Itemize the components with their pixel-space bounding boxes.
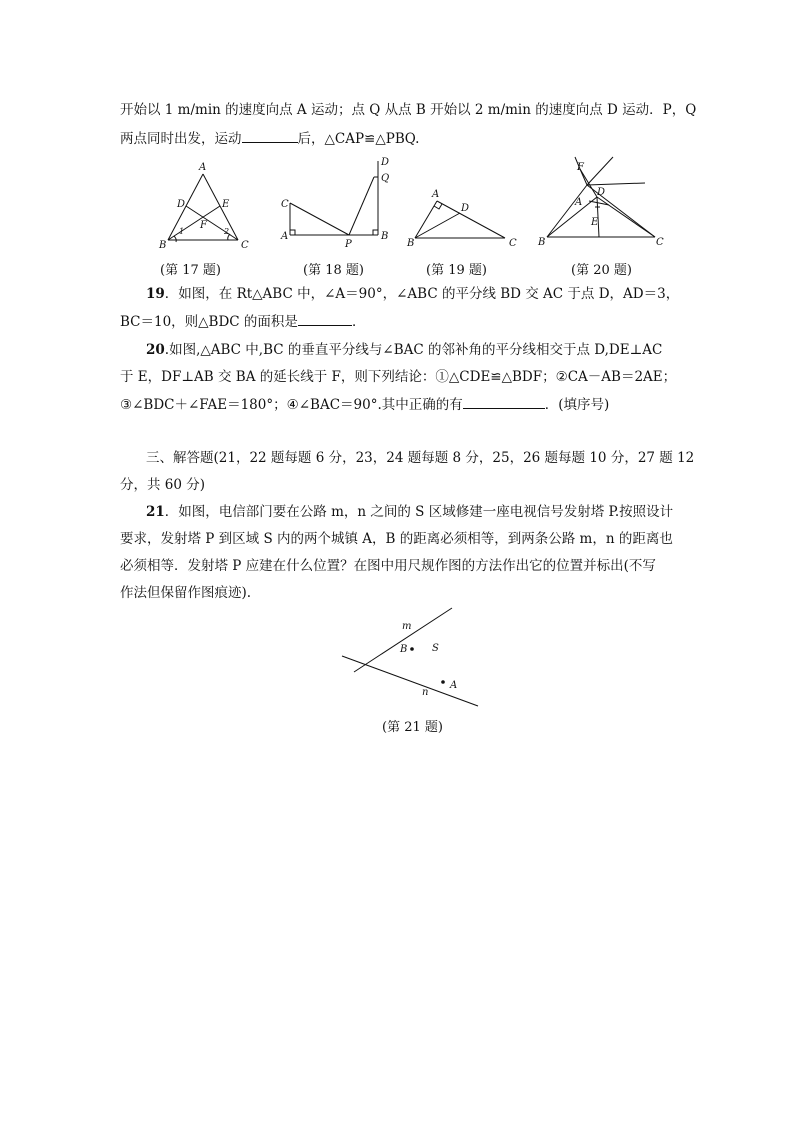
fig18-label-D: D bbox=[381, 157, 390, 168]
q21-text-1: ．如图，电信部门要在公路 m，n 之间的 S 区域修建一座电视信号发射塔 P.按照设计 bbox=[164, 504, 674, 520]
figure-20 bbox=[535, 155, 675, 250]
q19-text-1: ．如图，在 Rt△ABC 中，∠A＝90°，∠ABC 的平分线 BD 交 AC 于点 D，AD＝3， bbox=[164, 286, 680, 302]
fig19-label-C: C bbox=[509, 238, 517, 249]
fig19-label-A: A bbox=[432, 189, 440, 200]
q18-line-1: 开始以 1 m/min 的速度向点 A 运动；点 Q 从点 B 开始以 2 m/min 的速度向点 D 运动．P，Q bbox=[120, 102, 697, 118]
q20-answer-blank[interactable] bbox=[463, 394, 545, 409]
q20-text-3b: ．(填序号) bbox=[544, 397, 610, 413]
fig17-label-A: A bbox=[199, 162, 207, 173]
fig20-label-B: B bbox=[538, 237, 546, 248]
q19-number: 19 bbox=[146, 286, 165, 302]
fig20-label-C: C bbox=[656, 237, 664, 248]
fig21-point-B bbox=[410, 647, 414, 651]
fig17-caption: (第 17 题) bbox=[160, 263, 221, 278]
fig17-label-B: B bbox=[159, 240, 167, 250]
figure-18 bbox=[278, 155, 398, 250]
fig19-caption: (第 19 题) bbox=[426, 263, 487, 278]
fig20-label-E: E bbox=[591, 217, 599, 228]
q19-text-2b: ． bbox=[351, 314, 366, 330]
fig18-caption: (第 18 题) bbox=[303, 263, 364, 278]
fig19-label-B: B bbox=[407, 238, 415, 249]
q18-answer-blank[interactable] bbox=[242, 128, 298, 143]
q21-line-4: 作法但保留作图痕迹). bbox=[120, 585, 252, 601]
fig17-label-E: E bbox=[222, 199, 230, 210]
fig21-label-A: A bbox=[450, 680, 458, 691]
q19-answer-blank[interactable] bbox=[298, 311, 352, 326]
fig18-label-B: B bbox=[381, 231, 389, 242]
figure-17 bbox=[158, 160, 258, 250]
fig21-label-m: m bbox=[402, 621, 412, 632]
q21-line-1 bbox=[146, 502, 706, 522]
fig17-label-F: F bbox=[200, 220, 207, 231]
fig18-label-C: C bbox=[281, 199, 289, 210]
fig17-label-C: C bbox=[241, 240, 249, 250]
q21-line-3: 必须相等．发射塔 P 应建在什么位置？在图中用尺规作图的方法作出它的位置并标出(不写 bbox=[120, 558, 656, 574]
fig21-caption: (第 21 题) bbox=[382, 720, 443, 735]
fig21-point-A bbox=[441, 680, 445, 684]
fig18-label-Q: Q bbox=[381, 173, 390, 184]
fig17-label-1: 1 bbox=[179, 227, 185, 236]
q20-text-1: .如图,△ABC 中,BC 的垂直平分线与∠BAC 的邻补角的平分线相交于点 D,DE⊥AC bbox=[164, 342, 663, 358]
fig17-label-D: D bbox=[177, 199, 186, 210]
q20-line-3 bbox=[120, 394, 680, 415]
q20-line-2: 于 E，DF⊥AB 交 BA 的延长线于 F，则下列结论：①△CDE≌△BDF；②CA－AB＝2AE； bbox=[120, 369, 677, 385]
q21-line-2: 要求，发射塔 P 到区域 S 内的两个城镇 A，B 的距离必须相等，到两条公路 m，n 的距离也 bbox=[120, 531, 673, 547]
fig20-label-A: A bbox=[575, 197, 583, 208]
q19-line-2 bbox=[120, 311, 680, 332]
q20-line-1 bbox=[146, 340, 706, 360]
q18-text-a: 两点同时出发，运动 bbox=[120, 131, 242, 147]
fig21-label-n: n bbox=[422, 687, 429, 698]
q18-text-b: 后，△CAP≌△PBQ. bbox=[297, 131, 420, 147]
q20-text-3a: ③∠BDC＋∠FAE＝180°；④∠BAC＝90°.其中正确的有 bbox=[120, 397, 463, 413]
q20-number: 20 bbox=[146, 342, 165, 358]
figures-row bbox=[140, 155, 680, 278]
fig18-label-P: P bbox=[345, 239, 352, 250]
q19-line-1 bbox=[146, 284, 706, 304]
fig18-label-A: A bbox=[281, 231, 289, 242]
q19-text-2a: BC＝10，则△BDC 的面积是 bbox=[120, 314, 298, 330]
section3-line-2: 分，共 60 分) bbox=[120, 477, 206, 493]
fig21-label-S: S bbox=[432, 643, 439, 654]
fig19-label-D: D bbox=[461, 203, 470, 214]
fig17-label-2: 2 bbox=[224, 227, 230, 236]
fig21-label-B: B bbox=[400, 644, 408, 655]
figure-19 bbox=[405, 180, 520, 250]
fig20-caption: (第 20 题) bbox=[571, 263, 632, 278]
fig20-label-D: D bbox=[597, 187, 606, 198]
fig20-label-F: F bbox=[577, 162, 584, 173]
q18-line-2 bbox=[120, 128, 680, 149]
section3-line-1: 三、解答题(21，22 题每题 6 分，23，24 题每题 8 分，25，26 题每题 10 分，27 题 12 bbox=[146, 450, 695, 466]
figure-21 bbox=[336, 602, 486, 714]
q21-number: 21 bbox=[146, 504, 165, 520]
